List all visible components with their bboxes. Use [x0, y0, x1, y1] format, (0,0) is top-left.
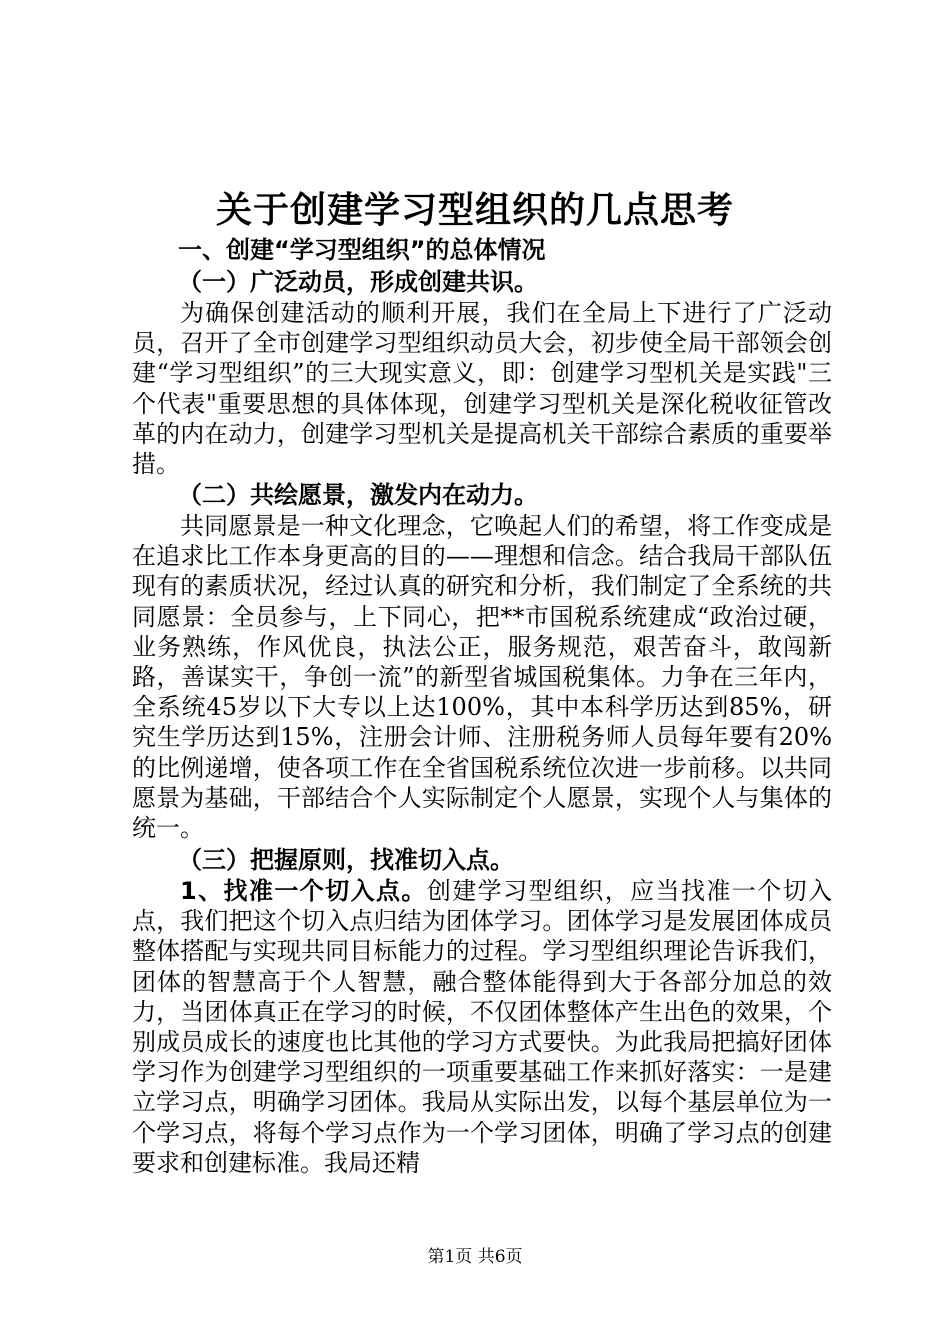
paragraph-lead: 1、找准一个切入点。	[180, 877, 427, 905]
paragraph-entry-point	[132, 876, 832, 1178]
page-footer: 第1页 共6页	[427, 1247, 523, 1267]
paragraph-body: 创建学习型组织，应当找准一个切入点，我们把这个切入点归结为团体学习。团体学习是发展团体成员整体搭配与实现共同目标能力的过程。学习型组织理论告诉我们，团体的智慧高于个人智慧，融合整体能得到大于各部分加总的效力，当团体真正在学习的时候，不仅团体整体产生出色的效果，个别成员成长的速度也比其他的学习方式要快。为此我局把搞好团体学习作为创建学习型组织的一项重要基础工作来抓好落实：一是建立学习点，明确学习团体。我局从实际出发，以每个基层单位为一个学习点，将每个学习点作为一个学习团体，明确了学习点的创建要求和创建标准。我局还精	[132, 877, 833, 1177]
subsection-heading-1: （一）广泛动员，形成创建共识。	[178, 268, 538, 296]
paragraph-shared-vision: 共同愿景是一种文化理念，它唤起人们的希望，将工作变成是在追求比工作本身更高的目的——理想和信念。结合我局干部队伍现有的素质状况，经过认真的研究和分析，我们制定了全系统的共同愿景：全员参与，上下同心，把**市国税系统建成“政治过硬，业务熟练，作风优良，执法公正，服务规范，艰苦奋斗，敢闯新路，善谋实干，争创一流”的新型省城国税集体。力争在三年内，全系统45岁以下大专以上达100%，其中本科学历达到85%，研究生学历达到15%，注册会计师、注册税务师人员每年要有20%的比例递增，使各项工作在全省国税系统位次进一步前移。以共同愿景为基础，干部结合个人实际制定个人愿景，实现个人与集体的统一。	[132, 512, 832, 843]
paragraph-mobilization: 为确保创建活动的顺利开展，我们在全局上下进行了广泛动员，召开了全市创建学习型组织动员大会，初步使全局干部领会创建“学习型组织”的三大现实意义，即：创建学习型机关是实践"三个代表"重要思想的具体体现，创建学习型机关是深化税收征管改革的内在动力，创建学习型机关是提高机关干部综合素质的重要举措。	[132, 299, 832, 479]
subsection-heading-3: （三）把握原则，找准切入点。	[178, 846, 514, 874]
document-title: 关于创建学习型组织的几点思考	[215, 189, 734, 231]
section-heading-1: 一、创建“学习型组织”的总体情况	[178, 236, 546, 264]
subsection-heading-2: （二）共绘愿景，激发内在动力。	[178, 481, 538, 509]
